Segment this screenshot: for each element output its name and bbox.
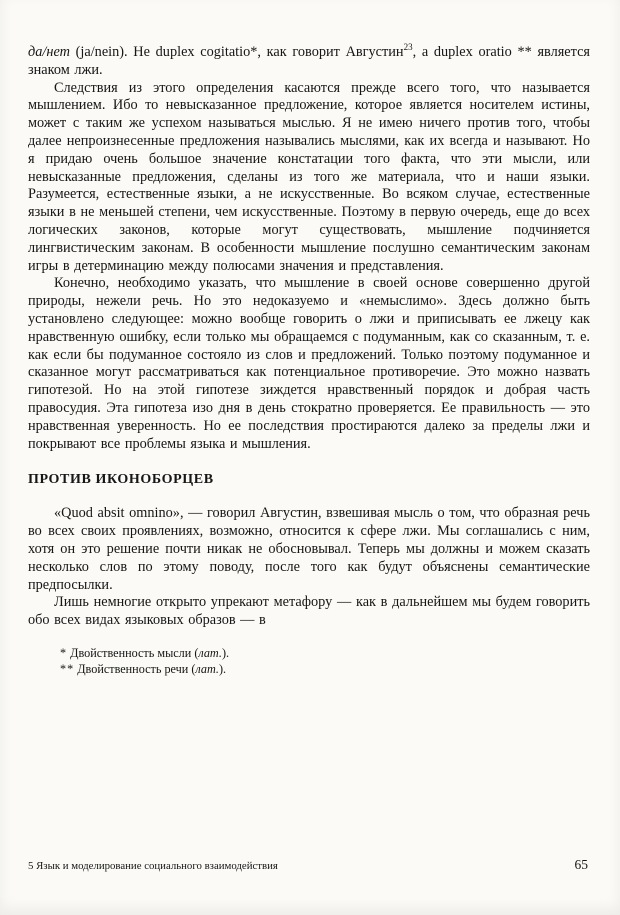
footnote-lang: лат.	[195, 661, 219, 676]
footnote	[28, 646, 590, 662]
footnote-marker: *	[60, 645, 68, 660]
footnote-tail: ).	[218, 661, 227, 676]
footnote-marker: **	[60, 661, 75, 676]
italic-lead: да/нет	[28, 44, 70, 60]
continuation-tail: , а duplex oratio ** является знаком лжи.	[28, 44, 590, 78]
footnote	[28, 662, 590, 678]
paragraph: Конечно, необходимо указать, что мышление в своей основе совершенно другой природы, нежели речь. Но это недоказуемо и «немыслимо». Здесь должно быть установлено следующее: можно вообще говорить о лжи и приписывать ее лжецу как нравственную ошибку, если только мы обращаемся с подуманным, как со сказанным, т. е. как если бы подуманное состояло из слов и предложений. Только поэтому подуманное и сказанное могут рассматриваться как потенциальное противоречие. Это можно назвать гипотезой. Но на этой гипотезе зиждется нравственный порядок и добрая часть правосудия. Эта гипотеза изо дня в день стократно проверяется. Ее правильность — это нравственная уверенность. Но ее последствия простираются далеко за пределы лжи и покрывают все проблемы языка и мышления.	[28, 275, 590, 452]
page-number: 65	[574, 857, 588, 872]
paragraph: «Quod absit omnino», — говорил Августин, взвешивая мысль о том, что образная речь во всех своих проявлениях, возможно, относится к сфере лжи. Мы соглашались с ним, хотя он это решение почти никак не обосновывал. Теперь мы должны и можем сказать несколько слов по этому поводу, после того как будут объяснены семантические предпосылки.	[28, 505, 590, 593]
paragraph-continuation	[28, 44, 590, 80]
footnote-tail: ).	[221, 645, 230, 660]
footnote-text: Двойственность речи (	[77, 661, 196, 676]
section-heading: ПРОТИВ ИКОНОБОРЦЕВ	[28, 472, 214, 488]
footer-signature: 5 Язык и моделирование социального взаимодействия	[28, 860, 278, 872]
page-text	[28, 44, 590, 630]
paragraph: Следствия из этого определения касаются прежде всего того, что называется мышлением. Ибо то невысказанное предложение, которое является носителем истины, может с таким же успехом называться мыслью. Я не имею ничего против того, чтобы далее непроизнесенные предложения назывались мыслями, как их всегда и называют. Но я придаю очень большое значение констатации того факта, что эти мысли, или невысказанные предложения, сделаны из того же материала, что и наши языки. Разумеется, естественные языки, а не искусственные. Во всяком случае, естественные языки в не меньшей степени, чем искусственные. Поэтому в первую очередь, еще до всех логических законов, которые могут существовать, мышление подчиняется лингвистическим законам. В особенности мышление послушно семантическим законам игры в детерминацию между полюсами значения и представления.	[28, 79, 590, 274]
page-footer	[28, 857, 588, 873]
paragraph: Лишь немногие открыто упрекают метафору — как в дальнейшем мы будем говорить обо всех видах языковых образов — в	[28, 594, 590, 629]
footnote-lang: лат.	[198, 645, 222, 660]
footnotes-block	[28, 646, 590, 677]
footnote-reference: 23	[403, 42, 413, 53]
footnote-text: Двойственность мысли (	[70, 645, 199, 660]
continuation-text: (ja/nein). Не duplex cogitatio*, как говорит Августин	[69, 44, 404, 60]
